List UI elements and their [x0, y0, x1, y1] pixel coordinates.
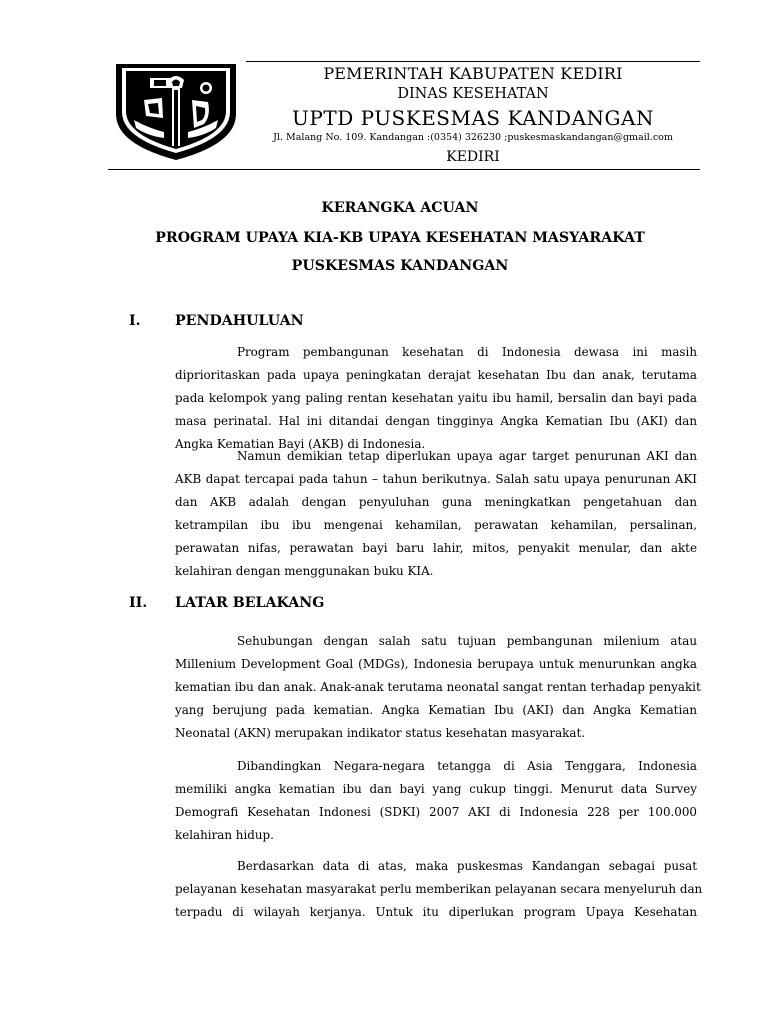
paragraph-line: kelahiran hidup. — [175, 828, 274, 842]
letterhead-city: KEDIRI — [446, 149, 500, 165]
paragraph-line: AKB dapat tercapai pada tahun – tahun berikutnya. Salah satu upaya penurunan AKI — [175, 472, 697, 486]
document-title: KERANGKA ACUAN — [321, 200, 479, 216]
paragraph-line: dan AKB adalah dengan penyuluhan guna meningkatkan pengetahuan dan — [175, 495, 697, 509]
paragraph-line: pelayanan kesehatan masyarakat perlu memberikan pelayanan secara menyeluruh dan — [175, 882, 703, 896]
paragraph-line: Millenium Development Goal (MDGs), Indonesia berupaya untuk menurunkan angka — [175, 657, 697, 671]
paragraph-line: ketrampilan ibu ibu mengenai kehamilan, perawatan kehamilan, persalinan, — [175, 518, 697, 532]
section-number: I. — [129, 313, 141, 329]
paragraph — [175, 341, 697, 456]
paragraph — [175, 855, 703, 924]
section-title-pendahuluan: PENDAHULUAN — [175, 313, 304, 329]
paragraph-line: Neonatal (AKN) merupakan indikator status kesehatan masyarakat. — [175, 726, 586, 740]
paragraph-line: pada kelompok yang paling rentan kesehatan yaitu ibu hamil, bersalin dan bayi pada — [175, 391, 697, 405]
paragraph-line: kematian ibu dan anak. Anak-anak terutama neonatal sangat rentan terhadap penyakit — [175, 680, 701, 694]
section-title-latar-belakang: LATAR BELAKANG — [175, 595, 325, 611]
paragraph-line: memiliki angka kematian ibu dan bayi yang cukup tinggi. Menurut data Survey — [175, 782, 697, 796]
paragraph-line: Dibandingkan Negara-negara tetangga di Asia Tenggara, Indonesia — [237, 759, 697, 773]
paragraph-line: masa perinatal. Hal ini ditandai dengan tingginya Angka Kematian Ibu (AKI) dan — [175, 414, 697, 428]
letterhead-department: DINAS KESEHATAN — [397, 86, 549, 102]
paragraph-line: kelahiran dengan menggunakan buku KIA. — [175, 564, 434, 578]
emblem-icon — [108, 58, 244, 162]
document-subtitle-2: PUSKESMAS KANDANGAN — [291, 258, 509, 274]
paragraph — [175, 630, 701, 745]
paragraph-line: perawatan nifas, perawatan bayi baru lahir, mitos, penyakit menular, dan akte — [175, 541, 697, 555]
paragraph-line: terpadu di wilayah kerjanya. Untuk itu diperlukan program Upaya Kesehatan — [175, 905, 697, 919]
paragraph-line: Program pembangunan kesehatan di Indonesia dewasa ini masih — [237, 345, 697, 359]
section-number: II. — [129, 595, 148, 611]
kabupaten-kediri-emblem — [108, 58, 244, 162]
paragraph-line: Angka Kematian Bayi (AKB) di Indonesia. — [175, 437, 426, 451]
paragraph-line: diprioritaskan pada upaya peningkatan derajat kesehatan Ibu dan anak, terutama — [175, 368, 697, 382]
paragraph — [175, 755, 697, 847]
paragraph-line: Berdasarkan data di atas, maka puskesmas Kandangan sebagai pusat — [237, 859, 697, 873]
letterhead-bottom-rule — [108, 169, 700, 170]
paragraph-line: yang berujung pada kematian. Angka Kematian Ibu (AKI) dan Angka Kematian — [175, 703, 697, 717]
letterhead-institution: UPTD PUSKESMAS KANDANGAN — [292, 106, 654, 130]
document-subtitle: PROGRAM UPAYA KIA-KB UPAYA KESEHATAN MASYARAKAT — [155, 230, 645, 246]
letterhead-address: Jl. Malang No. 109. Kandangan :(0354) 326230 ;puskesmaskandangan@gmail.com — [273, 132, 673, 143]
paragraph-line: Sehubungan dengan salah satu tujuan pembangunan milenium atau — [237, 634, 697, 648]
letterhead-government: PEMERINTAH KABUPATEN KEDIRI — [323, 64, 623, 83]
paragraph-line: Namun demikian tetap diperlukan upaya agar target penurunan AKI dan — [237, 449, 697, 463]
letterhead-top-rule — [246, 61, 700, 62]
paragraph — [175, 445, 697, 583]
paragraph-line: Demografi Kesehatan Indonesi (SDKI) 2007 AKI di Indonesia 228 per 100.000 — [175, 805, 697, 819]
